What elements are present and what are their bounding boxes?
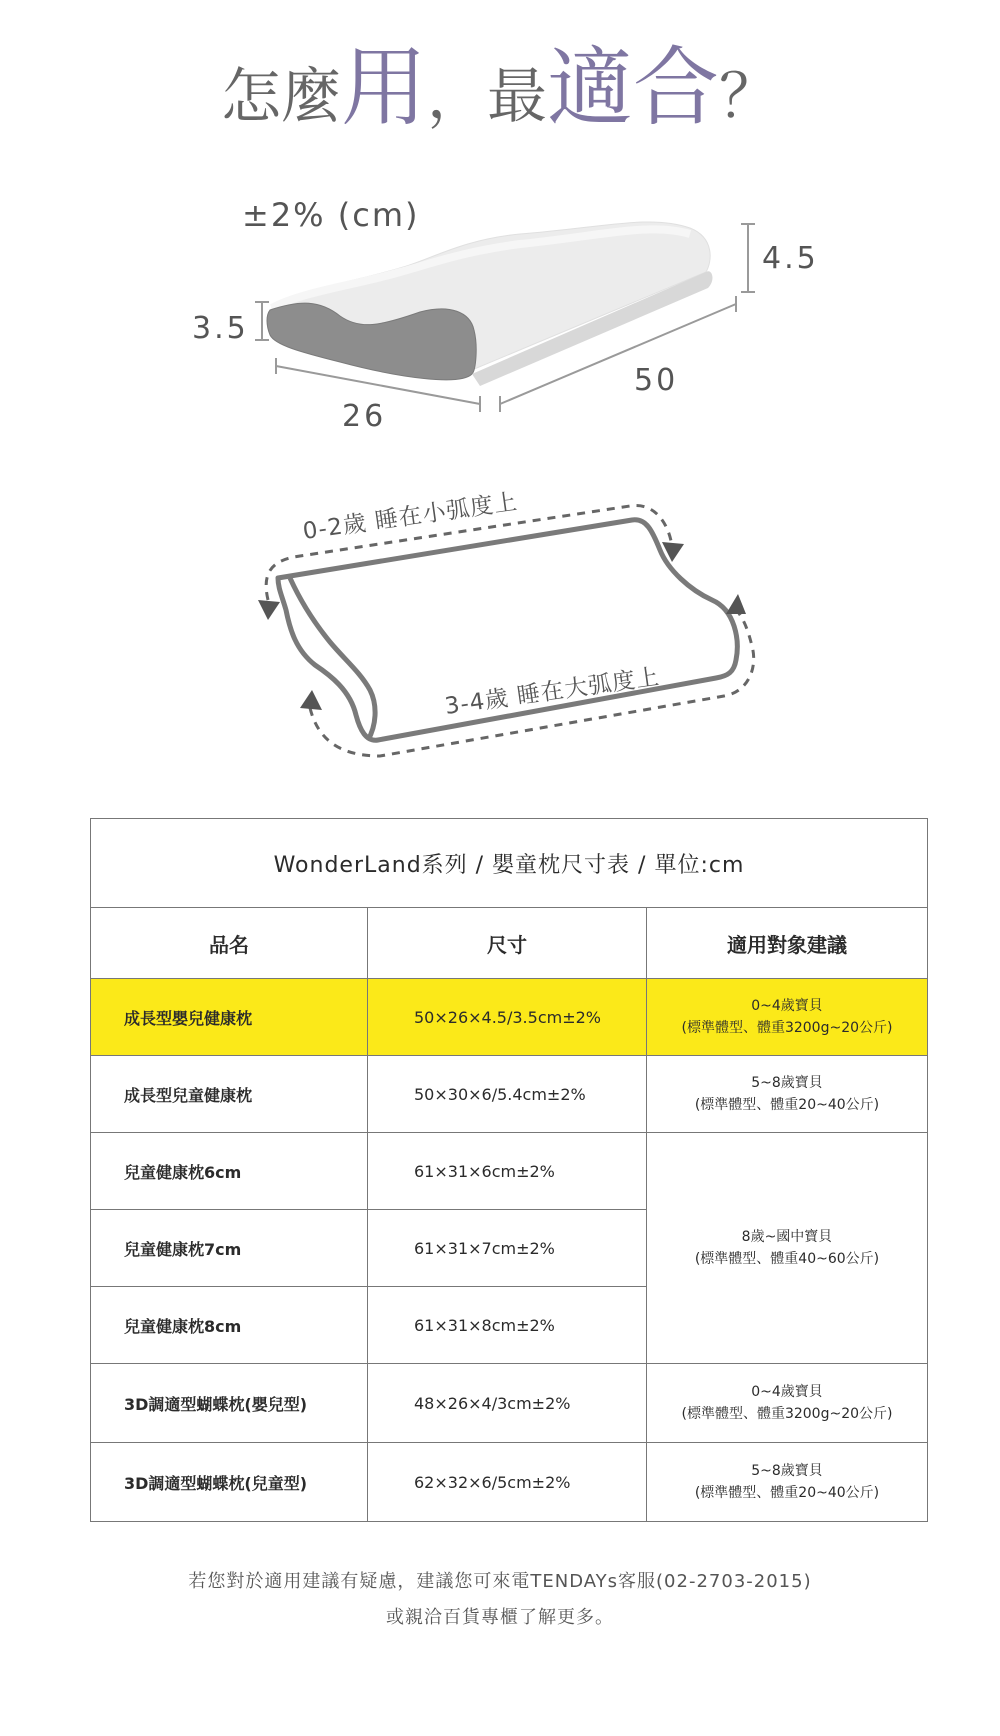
product-size: 62×32×6/5cm±2% <box>368 1443 647 1522</box>
target-age: 5~8歲寶貝 <box>751 1075 823 1091</box>
arrow-right-up-icon <box>726 594 746 614</box>
height-right-label: 4.5 <box>762 241 819 276</box>
product-target <box>647 1443 928 1522</box>
table-row <box>91 1443 928 1522</box>
product-target <box>647 1056 928 1133</box>
age-small-curve-label: 0-2歲 睡在小弧度上 <box>301 489 520 545</box>
headline-part-1: 怎麼 <box>221 62 341 132</box>
height-left-label: 3.5 <box>192 311 249 346</box>
product-size: 48×26×4/3cm±2% <box>368 1364 647 1443</box>
footnote <box>0 1564 1000 1636</box>
target-detail: (標準體型、體重3200g~20公斤) <box>681 1406 893 1422</box>
tolerance-label: ±2% (cm) <box>242 196 420 234</box>
table-row <box>91 1364 928 1443</box>
target-age: 8歲~國中寶貝 <box>741 1229 833 1245</box>
product-size: 61×31×7cm±2% <box>368 1210 647 1287</box>
table-header-row <box>91 908 928 979</box>
product-name: 兒童健康枕7cm <box>91 1210 368 1287</box>
age-large-curve-label: 3-4歲 睡在大弧度上 <box>443 664 662 720</box>
target-detail: (標準體型、體重20~40公斤) <box>694 1097 880 1113</box>
product-name: 成長型嬰兒健康枕 <box>91 979 368 1056</box>
product-name: 兒童健康枕8cm <box>91 1287 368 1364</box>
product-size: 50×26×4.5/3.5cm±2% <box>368 979 647 1056</box>
header-target: 適用對象建議 <box>647 908 928 979</box>
target-age: 0~4歲寶貝 <box>751 998 823 1014</box>
product-name: 兒童健康枕6cm <box>91 1133 368 1210</box>
product-target <box>647 979 928 1056</box>
target-age: 0~4歲寶貝 <box>751 1384 823 1400</box>
table-title: WonderLand系列 / 嬰童枕尺寸表 / 單位:cm <box>91 819 928 908</box>
target-detail: (標準體型、體重40~60公斤) <box>694 1251 880 1267</box>
size-table <box>90 818 928 1522</box>
arrow-left-up-icon <box>300 690 322 710</box>
product-name: 3D調適型蝴蝶枕(兒童型) <box>91 1443 368 1522</box>
product-name: 3D調適型蝴蝶枕(嬰兒型) <box>91 1364 368 1443</box>
table-row <box>91 1133 928 1210</box>
product-size: 61×31×6cm±2% <box>368 1133 647 1210</box>
width-label: 26 <box>342 399 387 434</box>
table-row <box>91 979 928 1056</box>
product-size: 61×31×8cm±2% <box>368 1287 647 1364</box>
target-detail: (標準體型、體重20~40公斤) <box>694 1485 880 1501</box>
product-target <box>647 1364 928 1443</box>
headline-part-3: ，最 <box>427 62 547 132</box>
table-row <box>91 1056 928 1133</box>
pillow-diagram <box>0 0 1000 790</box>
footnote-line-1: 若您對於適用建議有疑慮，建議您可來電TENDAYs客服(02-2703-2015) <box>188 1571 812 1592</box>
headline-part-4: 適合 <box>547 38 719 138</box>
footnote-line-2: 或親洽百貨專櫃了解更多。 <box>386 1607 614 1628</box>
arrow-left-icon <box>258 600 280 620</box>
target-age: 5~8歲寶貝 <box>751 1463 823 1479</box>
headline-part-2: 用 <box>341 38 427 138</box>
header-size: 尺寸 <box>368 908 647 979</box>
product-name: 成長型兒童健康枕 <box>91 1056 368 1133</box>
target-detail: (標準體型、體重3200g~20公斤) <box>681 1020 893 1036</box>
header-product-name: 品名 <box>91 908 368 979</box>
length-label: 50 <box>634 363 679 398</box>
product-size: 50×30×6/5.4cm±2% <box>368 1056 647 1133</box>
product-target <box>647 1133 928 1364</box>
headline-part-5: ？ <box>719 62 779 132</box>
pillow-3d-illustration <box>267 222 712 386</box>
